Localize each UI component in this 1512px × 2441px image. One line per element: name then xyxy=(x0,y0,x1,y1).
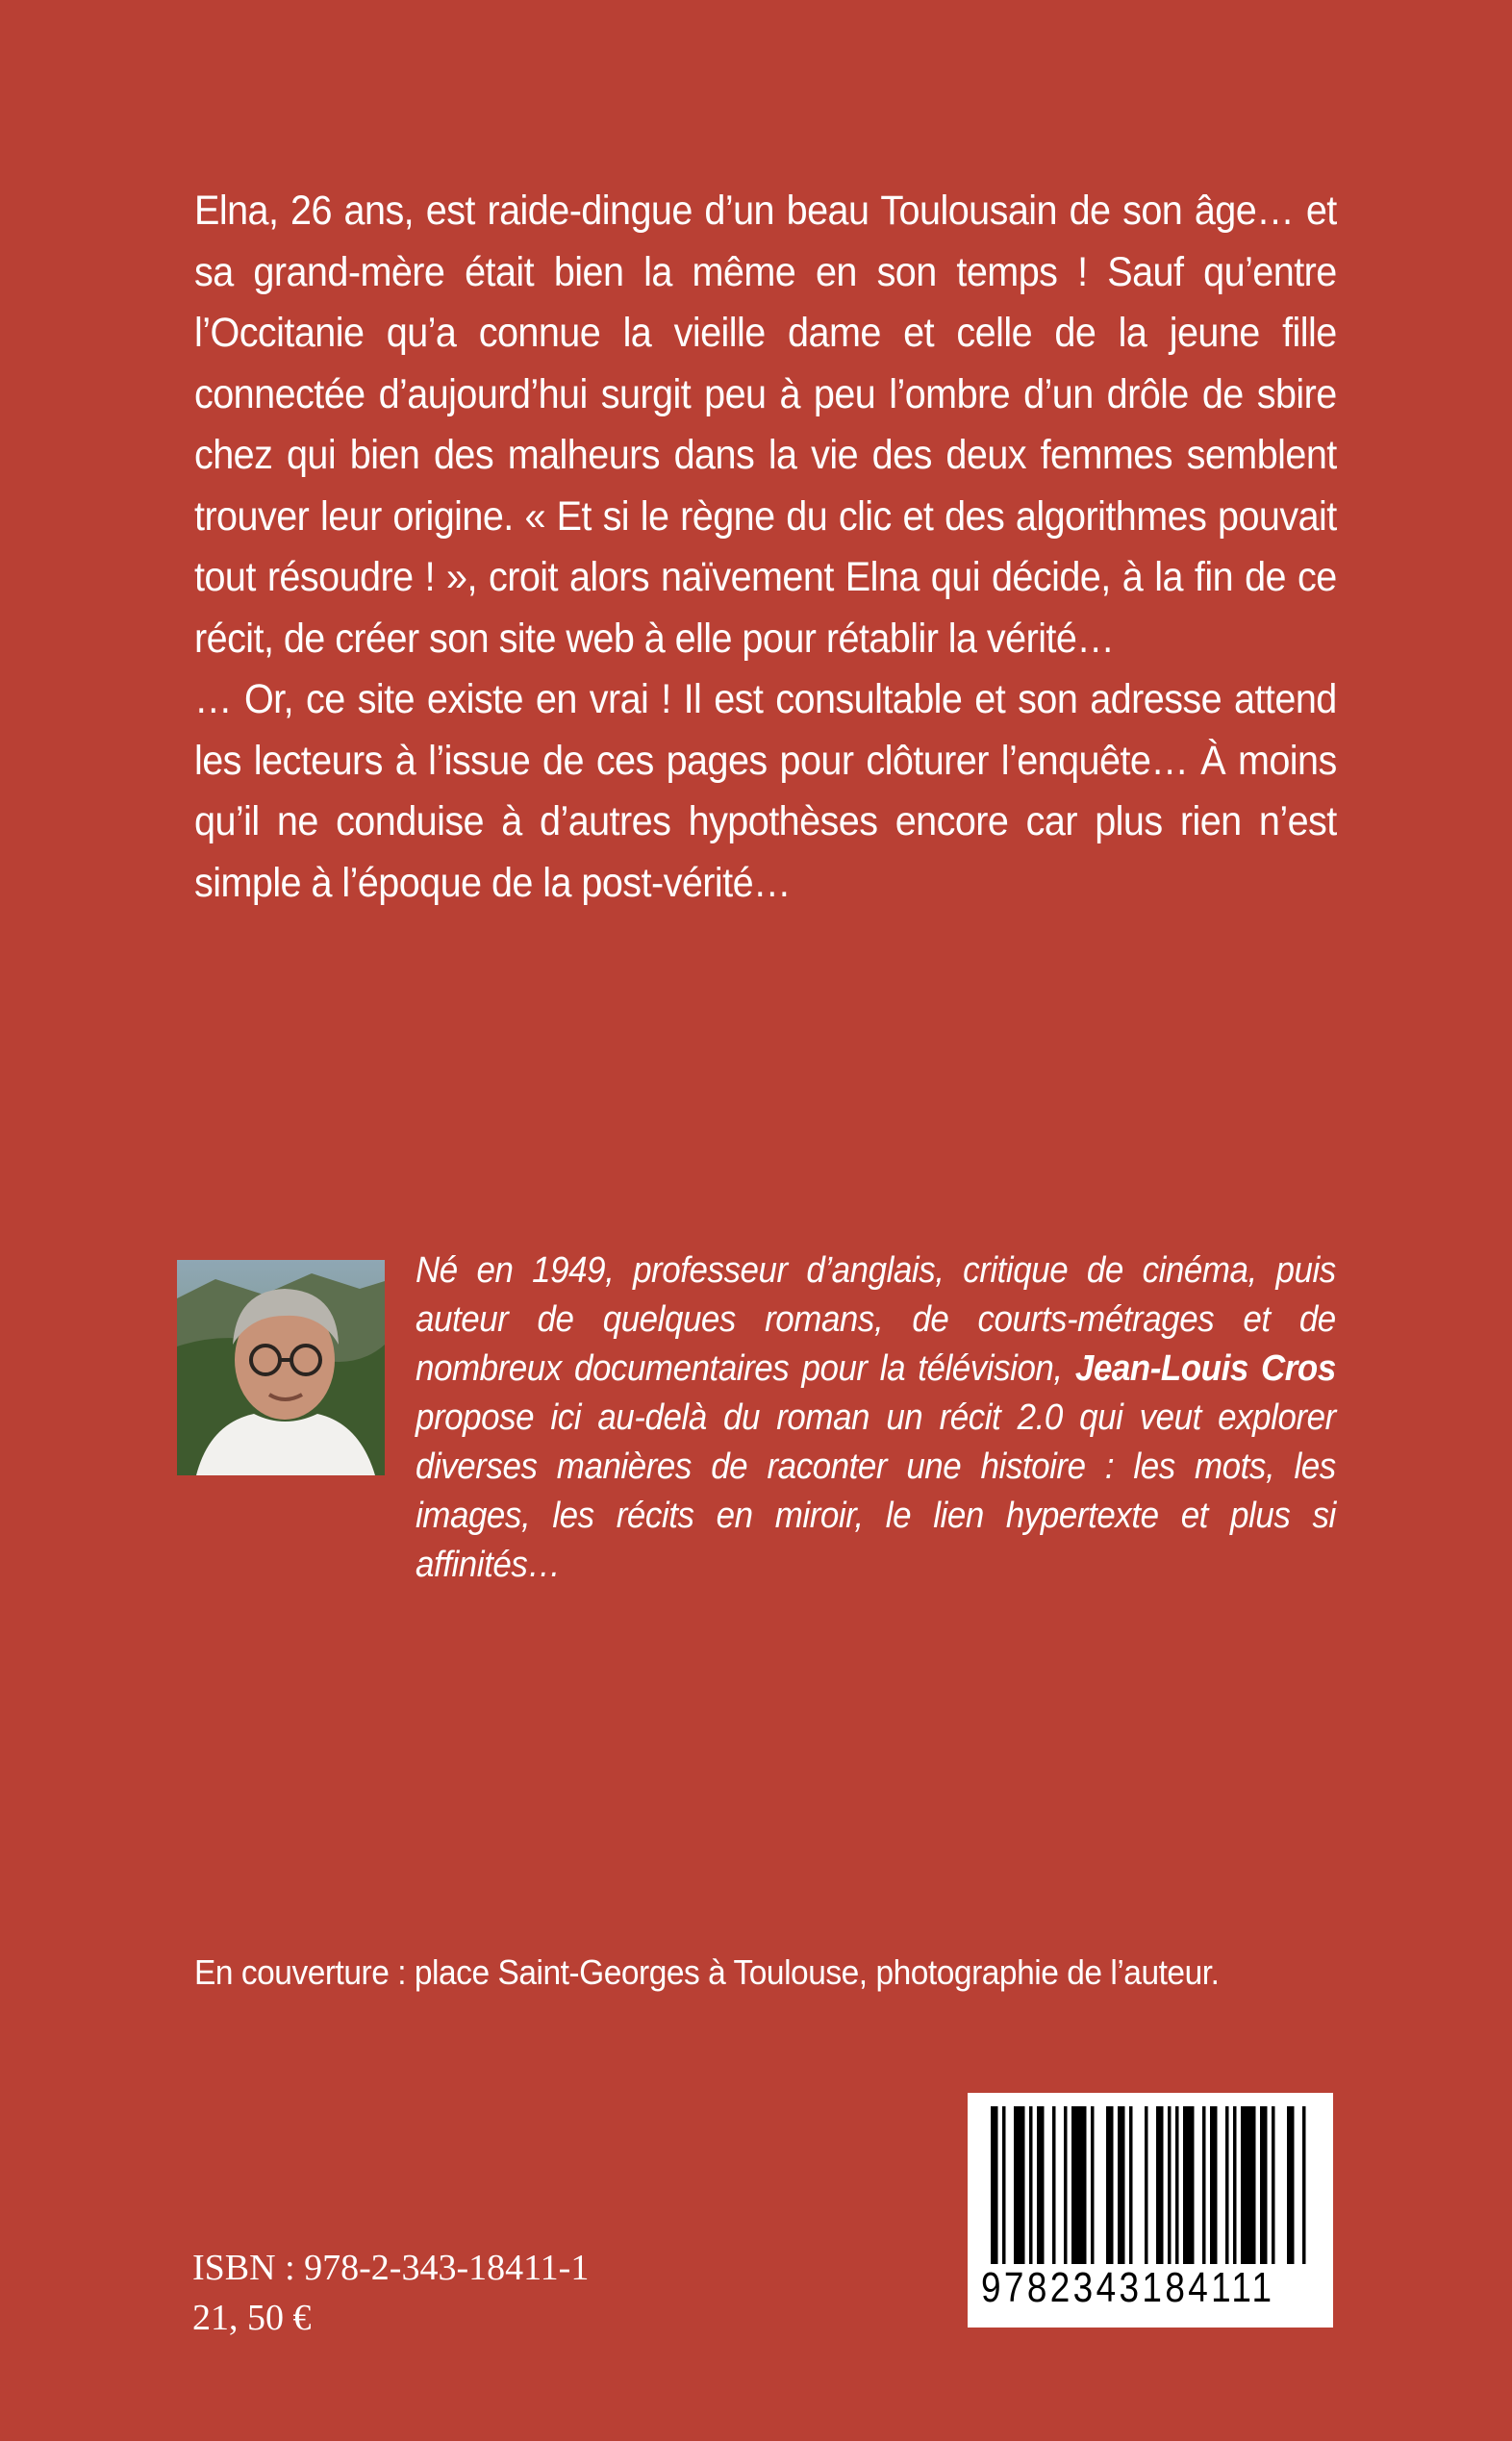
barcode-bar xyxy=(1287,2106,1295,2264)
author-name: Jean-Louis Cros xyxy=(1074,1348,1336,1389)
author-bio-intro: Né en 1949, professeur d’anglais, critique de cinéma, puis auteur de quelques romans, de courts-métrages et de nombreux documentaires pour la télévision, xyxy=(416,1250,1336,1389)
barcode-bar xyxy=(1052,2106,1056,2264)
barcode-bar xyxy=(1202,2106,1206,2264)
barcode-bar xyxy=(1175,2106,1179,2264)
author-bio-rest: propose ici au-delà du roman un récit 2.0 qui veut explorer diverses manières de raconter une histoire : les mots, les images, les récits en miroir, le lien hypertexte et plus si affinités… xyxy=(416,1397,1336,1585)
author-photo xyxy=(177,1260,385,1475)
barcode-bar xyxy=(1029,2106,1033,2264)
barcode-bar xyxy=(1183,2106,1195,2264)
barcode-bar xyxy=(1129,2106,1133,2264)
barcode xyxy=(968,2093,1333,2328)
barcode-bar xyxy=(1156,2106,1164,2264)
synopsis-paragraph-1: Elna, 26 ans, est raide-dingue d’un beau Toulousain de son âge… et sa grand-mère était bien la même en son temps ! Sauf qu’entre l’Occitanie qu’a connue la vieille dame et celle de la jeune fille connectée d’aujourd’hui surgit peu à peu l’ombre d’un drôle de sbire chez qui bien des malheurs dans la vie des deux femmes semblent trouver leur origine. « Et si le règne du clic et des algorithmes pouvait tout résoudre ! », croit alors naïvement Elna qui décide, à la fin de ce récit, de créer son site web à elle pour rétablir la vérité… xyxy=(194,188,1337,662)
synopsis-text xyxy=(194,181,1337,914)
barcode-bar xyxy=(1064,2106,1068,2264)
barcode-bar xyxy=(991,2106,998,2264)
author-bio xyxy=(416,1246,1336,1590)
barcode-bar xyxy=(1168,2106,1172,2264)
barcode-bar xyxy=(1002,2106,1006,2264)
barcode-bar xyxy=(1302,2106,1306,2264)
barcode-bar xyxy=(1145,2106,1148,2264)
barcode-bar xyxy=(1272,2106,1275,2264)
barcode-bars xyxy=(987,2106,1314,2270)
barcode-bar xyxy=(1210,2106,1218,2264)
synopsis-paragraph-2: … Or, ce site existe en vrai ! Il est consultable et son adresse attend les lecteurs à l’issue de ces pages pour clôturer l’enquête… À moins qu’il ne conduise à d’autres hypothèses encore car plus rien n’est simple à l’époque de la post-vérité… xyxy=(194,676,1337,906)
barcode-bar xyxy=(1091,2106,1095,2264)
barcode-digits: 9782343184111 xyxy=(981,2264,1275,2311)
barcode-bar xyxy=(1118,2106,1125,2264)
barcode-bar xyxy=(1037,2106,1045,2264)
barcode-bar xyxy=(1071,2106,1087,2264)
barcode-bar xyxy=(1014,2106,1025,2264)
author-portrait-icon xyxy=(177,1260,385,1475)
barcode-bar xyxy=(1106,2106,1114,2264)
isbn: ISBN : 978-2-343-18411-1 xyxy=(192,2248,590,2288)
price: 21, 50 € xyxy=(192,2298,312,2338)
barcode-bar xyxy=(1241,2106,1256,2264)
barcode-bar xyxy=(1225,2106,1229,2264)
barcode-bar xyxy=(1260,2106,1268,2264)
barcode-bar xyxy=(1233,2106,1237,2264)
cover-credit: En couverture : place Saint-Georges à Toulouse, photographie de l’auteur. xyxy=(194,1952,1220,1992)
